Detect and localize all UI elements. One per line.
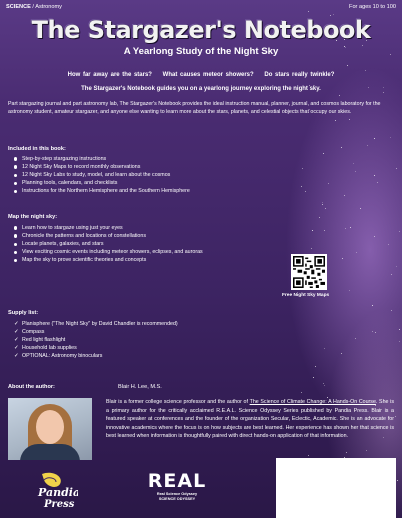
map-list xyxy=(14,224,203,264)
star xyxy=(345,228,346,229)
star xyxy=(301,392,302,393)
star xyxy=(391,274,392,275)
list-item: Step-by-step stargazing instructions xyxy=(14,155,190,163)
star xyxy=(374,175,375,176)
list-item: Instructions for the Northern Hemisphere and the Southern Hemisphere xyxy=(14,187,190,195)
star xyxy=(350,227,351,228)
star xyxy=(366,450,367,451)
star xyxy=(341,353,342,354)
list-item: ✓ Planisphere ("The Night Sky" by David Chandler is recommended) xyxy=(14,320,178,328)
list-item: Planning tools, calendars, and checklists xyxy=(14,179,190,187)
star xyxy=(356,252,357,253)
guides-line: The Stargazer's Notebook guides you on a yearlong journey exploring the night sky. xyxy=(81,86,321,92)
star xyxy=(383,92,384,93)
book-title: The Stargazer's Notebook xyxy=(31,16,371,44)
included-heading: Included in this book: xyxy=(8,146,66,152)
star xyxy=(367,145,368,146)
star xyxy=(319,217,320,218)
question-2: What causes meteor showers? xyxy=(162,72,254,78)
star xyxy=(355,171,356,172)
star xyxy=(349,119,350,120)
star xyxy=(308,11,309,12)
real-small-1: Real Science Odyssey xyxy=(156,492,198,496)
question-1: How far away are the stars? xyxy=(67,72,152,78)
star xyxy=(349,290,350,291)
star xyxy=(308,455,309,456)
star xyxy=(353,163,354,164)
list-item: ✓ Compass xyxy=(14,328,178,336)
star xyxy=(328,183,329,184)
star xyxy=(374,236,375,237)
pandia-press-logo xyxy=(34,470,78,510)
star xyxy=(391,310,392,311)
star xyxy=(346,452,347,453)
category-sub: Astronomy xyxy=(35,4,62,10)
star xyxy=(325,208,326,209)
star xyxy=(375,332,376,333)
map-heading: Map the night sky: xyxy=(8,214,58,220)
list-item: 12 Night Sky Maps to record monthly observations xyxy=(14,163,190,171)
star xyxy=(360,208,361,209)
list-item: Locate planets, galaxies, and stars xyxy=(14,240,203,248)
star xyxy=(322,202,323,203)
star xyxy=(302,168,303,169)
category-main: SCIENCE xyxy=(6,4,31,10)
star xyxy=(399,341,400,342)
star xyxy=(397,480,398,481)
star xyxy=(372,305,373,306)
star xyxy=(312,230,313,231)
real-science-logo xyxy=(144,470,210,510)
star xyxy=(399,231,400,232)
pandia-word: Pandia xyxy=(38,486,78,499)
book-subtitle: A Yearlong Study of the Night Sky xyxy=(123,46,279,57)
qr-label: Free Night Sky Maps xyxy=(282,293,330,298)
list-item: ✓ OPTIONAL: Astronomy binoculars xyxy=(14,352,178,360)
star xyxy=(324,385,325,386)
star xyxy=(347,65,348,66)
list-item: Learn how to stargaze using just your eyes xyxy=(14,224,203,232)
star xyxy=(322,204,323,205)
star xyxy=(377,182,378,183)
press-word: Press xyxy=(44,499,75,510)
author-bio xyxy=(106,398,394,441)
age-range: For ages 10 to 100 xyxy=(349,4,396,10)
supply-list xyxy=(14,320,178,360)
star xyxy=(323,153,324,154)
bio-text: . She is a primary author for the critically acclaimed R.E.A.L. Science Odyssey Series published by Pandia Press. Blair is a featured speaker at conferences and the founder of the organization Secular, Eclectic, Academic. She is an advocate for innovative academics where the focus is on how subjects are best learned. Her experience has shown her that science is best learned when information is thoughtfully paired with direct hands-on application of that information. xyxy=(106,399,394,440)
star xyxy=(374,138,375,139)
star xyxy=(324,230,325,231)
qr-code[interactable] xyxy=(291,254,327,290)
category: SCIENCE / Astronomy xyxy=(6,4,62,10)
question-3: Do stars really twinkle? xyxy=(264,72,335,78)
star xyxy=(301,186,302,187)
list-item: Map the sky to prove scientific theories and concepts xyxy=(14,256,203,264)
real-word: REAL xyxy=(147,470,207,492)
list-item: 12 Night Sky Labs to study, model, and learn about the cosmos xyxy=(14,171,190,179)
list-item: View exciting cosmic events including meteor showers, eclipses, and auroras xyxy=(14,248,203,256)
list-item: Chronicle the patterns and locations of constellations xyxy=(14,232,203,240)
star xyxy=(355,338,356,339)
barcode-area xyxy=(276,458,396,518)
star xyxy=(388,244,389,245)
included-list xyxy=(14,155,190,195)
pandia-press-logo-icon xyxy=(34,470,78,510)
star xyxy=(396,168,397,169)
star xyxy=(324,348,325,349)
supply-heading: Supply list: xyxy=(8,310,39,316)
teaser-questions xyxy=(0,72,402,78)
star xyxy=(315,366,316,367)
list-item: ✓ Red light flashlight xyxy=(14,336,178,344)
star xyxy=(372,331,373,332)
bio-book-title: The Science of Climate Change: A Hands-On Course xyxy=(249,399,376,405)
author-name: Blair H. Lee, M.S. xyxy=(118,384,162,390)
qr-code-icon xyxy=(293,256,325,288)
author-photo xyxy=(8,398,92,460)
top-bar xyxy=(6,4,396,10)
star xyxy=(305,191,306,192)
star xyxy=(396,266,397,267)
real-small-2: SCIENCE ODYSSEY xyxy=(158,496,196,501)
star xyxy=(390,137,391,138)
star xyxy=(342,258,343,259)
star xyxy=(341,147,342,148)
bio-text: Blair is a former college science professor and the author of xyxy=(106,399,250,405)
star xyxy=(311,248,312,249)
author-heading: About the author: xyxy=(8,384,55,390)
star xyxy=(339,95,340,96)
star xyxy=(335,120,336,121)
list-item: ✓ Household lab supplies xyxy=(14,344,178,352)
star xyxy=(313,377,314,378)
intro-paragraph: Part stargazing journal and part astronomy lab, The Stargazer's Notebook provides the ideal instruction manual, planner, journal, and cosmos laboratory for the astronomy student, amateur stargazer, and anyone else wanting to learn more about the stars, planets, and celestial objects that occupy our skies. xyxy=(8,101,381,116)
star xyxy=(344,195,345,196)
star xyxy=(395,416,396,417)
star xyxy=(399,329,400,330)
